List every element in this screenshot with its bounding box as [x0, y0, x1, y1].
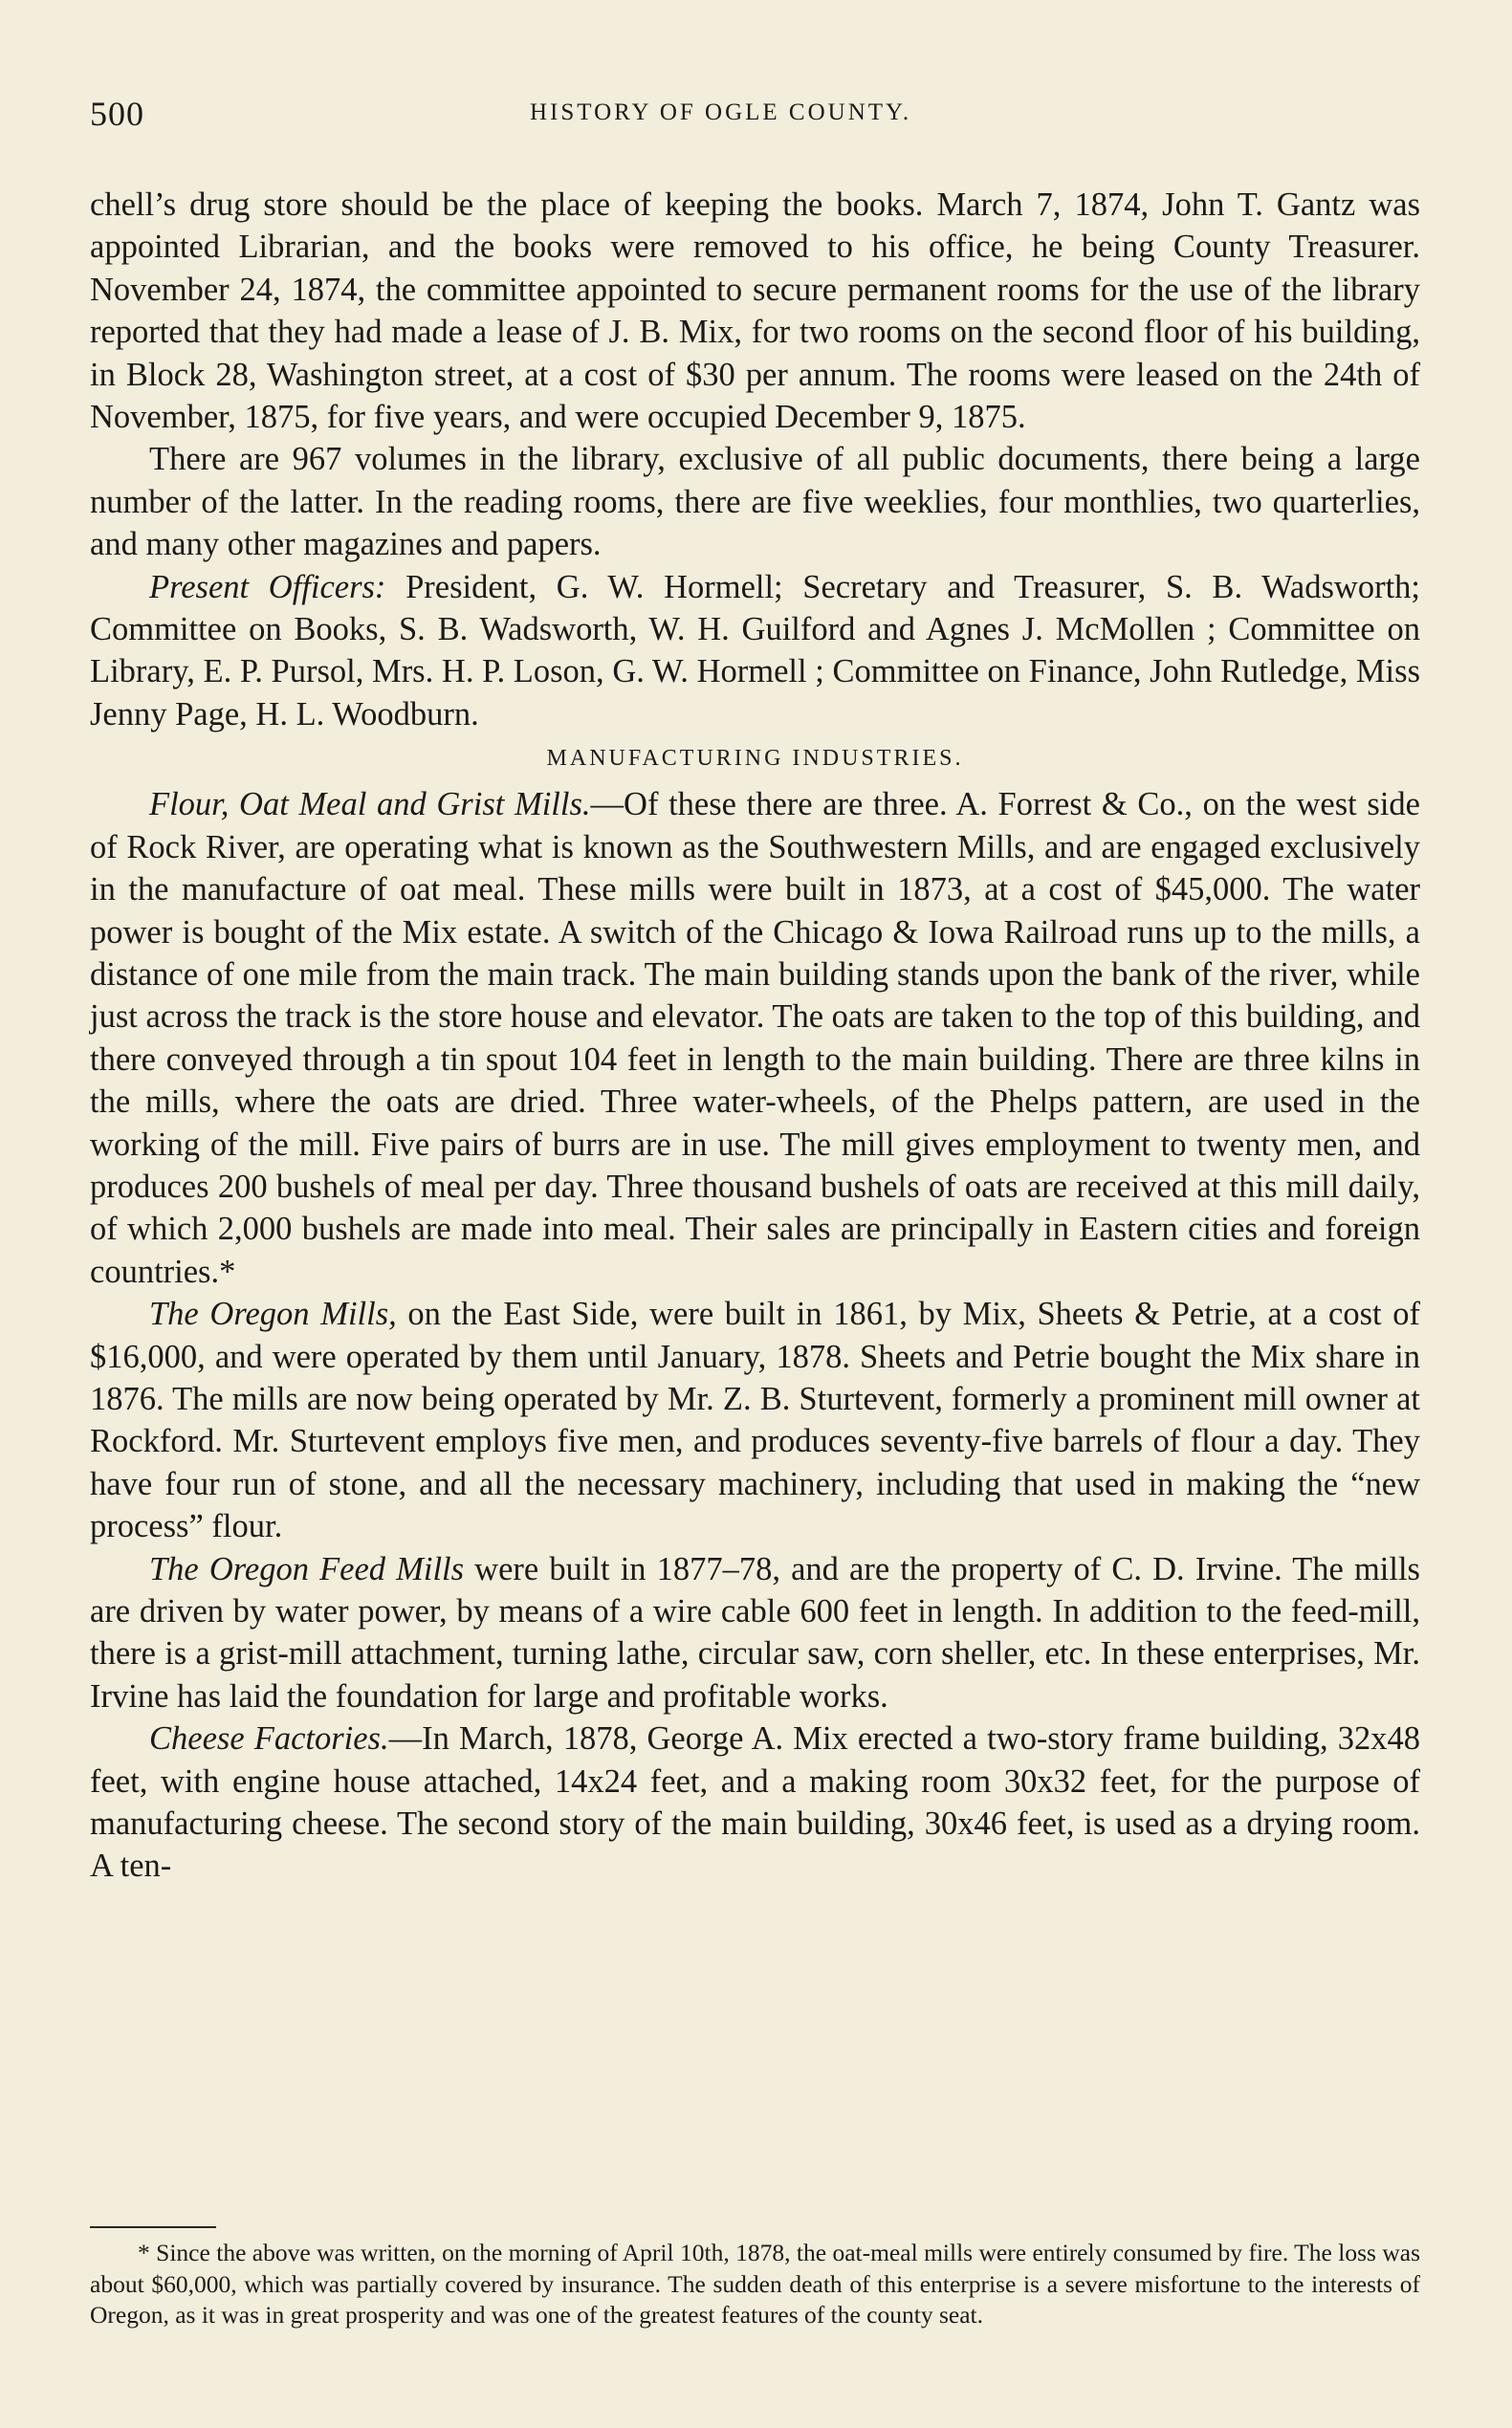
- paragraph-text: on the East Side, were built in 1861, by Mix, Sheets & Petrie, at a cost of $16,000, and were operated by them until January, 1878. Sheets and Petrie bought the Mix share in 1876. The mills are now being operated by Mr. Z. B. Sturtevent, formerly a prominent mill owner at Rockford. Mr. Sturtevent employs five men, and produces seventy-five barrels of flour a day. They have four run of stone, and all the necessary machinery, including that used in making the “new process” flour.: [90, 1296, 1421, 1545]
- paragraph-flour-mills: [90, 783, 1420, 1293]
- paragraph-present-officers: [90, 566, 1420, 736]
- paragraph-text: —In March, 1878, George A. Mix erected a two-story frame building, 32x48 feet, with engine house attached, 14x24 feet, and a making room 30x32 feet, for the purpose of manufacturing cheese. The second story of the main building, 30x46 feet, is used as a drying room. A ten-: [90, 1720, 1420, 1885]
- paragraph-library-volumes: [90, 438, 1420, 565]
- paragraph-lead: The Oregon Feed Mills: [149, 1550, 465, 1587]
- paragraph-text: chell’s drug store should be the place of keeping the books. March 7, 1874, John T. Gantz was appointed Librarian, and the books were removed to his office, he being County Treasurer. November 24, 1874, the committee appointed to secure permanent rooms for the use of the library reported that they had made a lease of J. B. Mix, for two rooms on the second floor of his building, in Block 28, Washington street, at a cost of $30 per annum. The rooms were leased on the 24th of November, 1875, for five years, and were occupied December 9, 1875.: [90, 186, 1420, 436]
- paragraph-oregon-mills: [90, 1293, 1420, 1547]
- footnote: * Since the above was written, on the morning of April 10th, 1878, the oat-meal mills were entirely consumed by fire. The loss was about $60,000, which was partially covered by insurance. The sudden death of this enterprise is a severe misfortune to the interests of Oregon, as it was in great prosperity and was one of the greatest features of the county seat.: [90, 2239, 1420, 2329]
- paragraph-lead: Flour, Oat Meal and Grist Mills.: [149, 786, 591, 823]
- paragraph-lead: The Oregon Mills,: [149, 1296, 397, 1333]
- paragraph-text: There are 967 volumes in the library, exclusive of all public documents, there being a large number of the latter. In the reading rooms, there are five weeklies, four monthlies, two quarterlies, and many other magazines and papers.: [90, 441, 1420, 563]
- paragraph-feed-mills: [90, 1548, 1420, 1718]
- paragraph-cheese-factories: [90, 1717, 1420, 1888]
- page-header: [90, 94, 1424, 142]
- paragraph-text: were built in 1877–78, and are the property of C. D. Irvine. The mills are driven by water power, by means of a wire cable 600 feet in length. In addition to the feed-mill, there is a grist-mill attachment, turning lathe, circular saw, corn sheller, etc. In these enterprises, Mr. Irvine has laid the foundation for large and profitable works.: [90, 1550, 1420, 1715]
- running-head: HISTORY OF OGLE COUNTY.: [530, 99, 912, 125]
- paragraph-lead: Cheese Factories.: [149, 1720, 389, 1758]
- paragraph-lead: Present Officers:: [149, 568, 386, 605]
- paragraph-text: —Of these there are three. A. Forrest & Co., on the west side of Rock River, are operating what is known as the Southwestern Mills, and are engaged exclusively in the manufacture of oat meal. These mills were built in 1873, at a cost of $45,000. The water power is bought of the Mix estate. A switch of the Chicago & Iowa Railroad runs up to the mills, a distance of one mile from the main track. The main building stands upon the bank of the river, while just across the track is the store house and elevator. The oats are taken to the top of this building, and there conveyed through a tin spout 104 feet in length to the main building. There are three kilns in the mills, where the oats are dried. Three water-wheels, of the Phelps pattern, are used in the working of the mill. Five pairs of burrs are in use. The mill gives employment to twenty men, and produces 200 bushels of meal per day. Three thousand bushels of oats are received at this mill daily, of which 2,000 bushels are made into meal. Their sales are principally in Eastern cities and foreign countries.*: [90, 786, 1420, 1290]
- paragraph-library-rooms: [90, 184, 1420, 438]
- section-heading: MANUFACTURING INDUSTRIES.: [546, 746, 964, 772]
- paragraph-text: President, G. W. Hormell; Secretary and Treasurer, S. B. Wadsworth; Committee on Books, S. B. Wadsworth, W. H. Guilford and Agnes J. McMollen ; Committee on Library, E. P. Pursol, Mrs. H. P. Loson, G. W. Hormell ; Committee on Finance, John Rutledge, Miss Jenny Page, H. L. Woodburn.: [90, 568, 1420, 733]
- body-text: [90, 184, 1420, 1888]
- footnote-rule: [90, 2226, 216, 2228]
- page-number: 500: [90, 95, 144, 133]
